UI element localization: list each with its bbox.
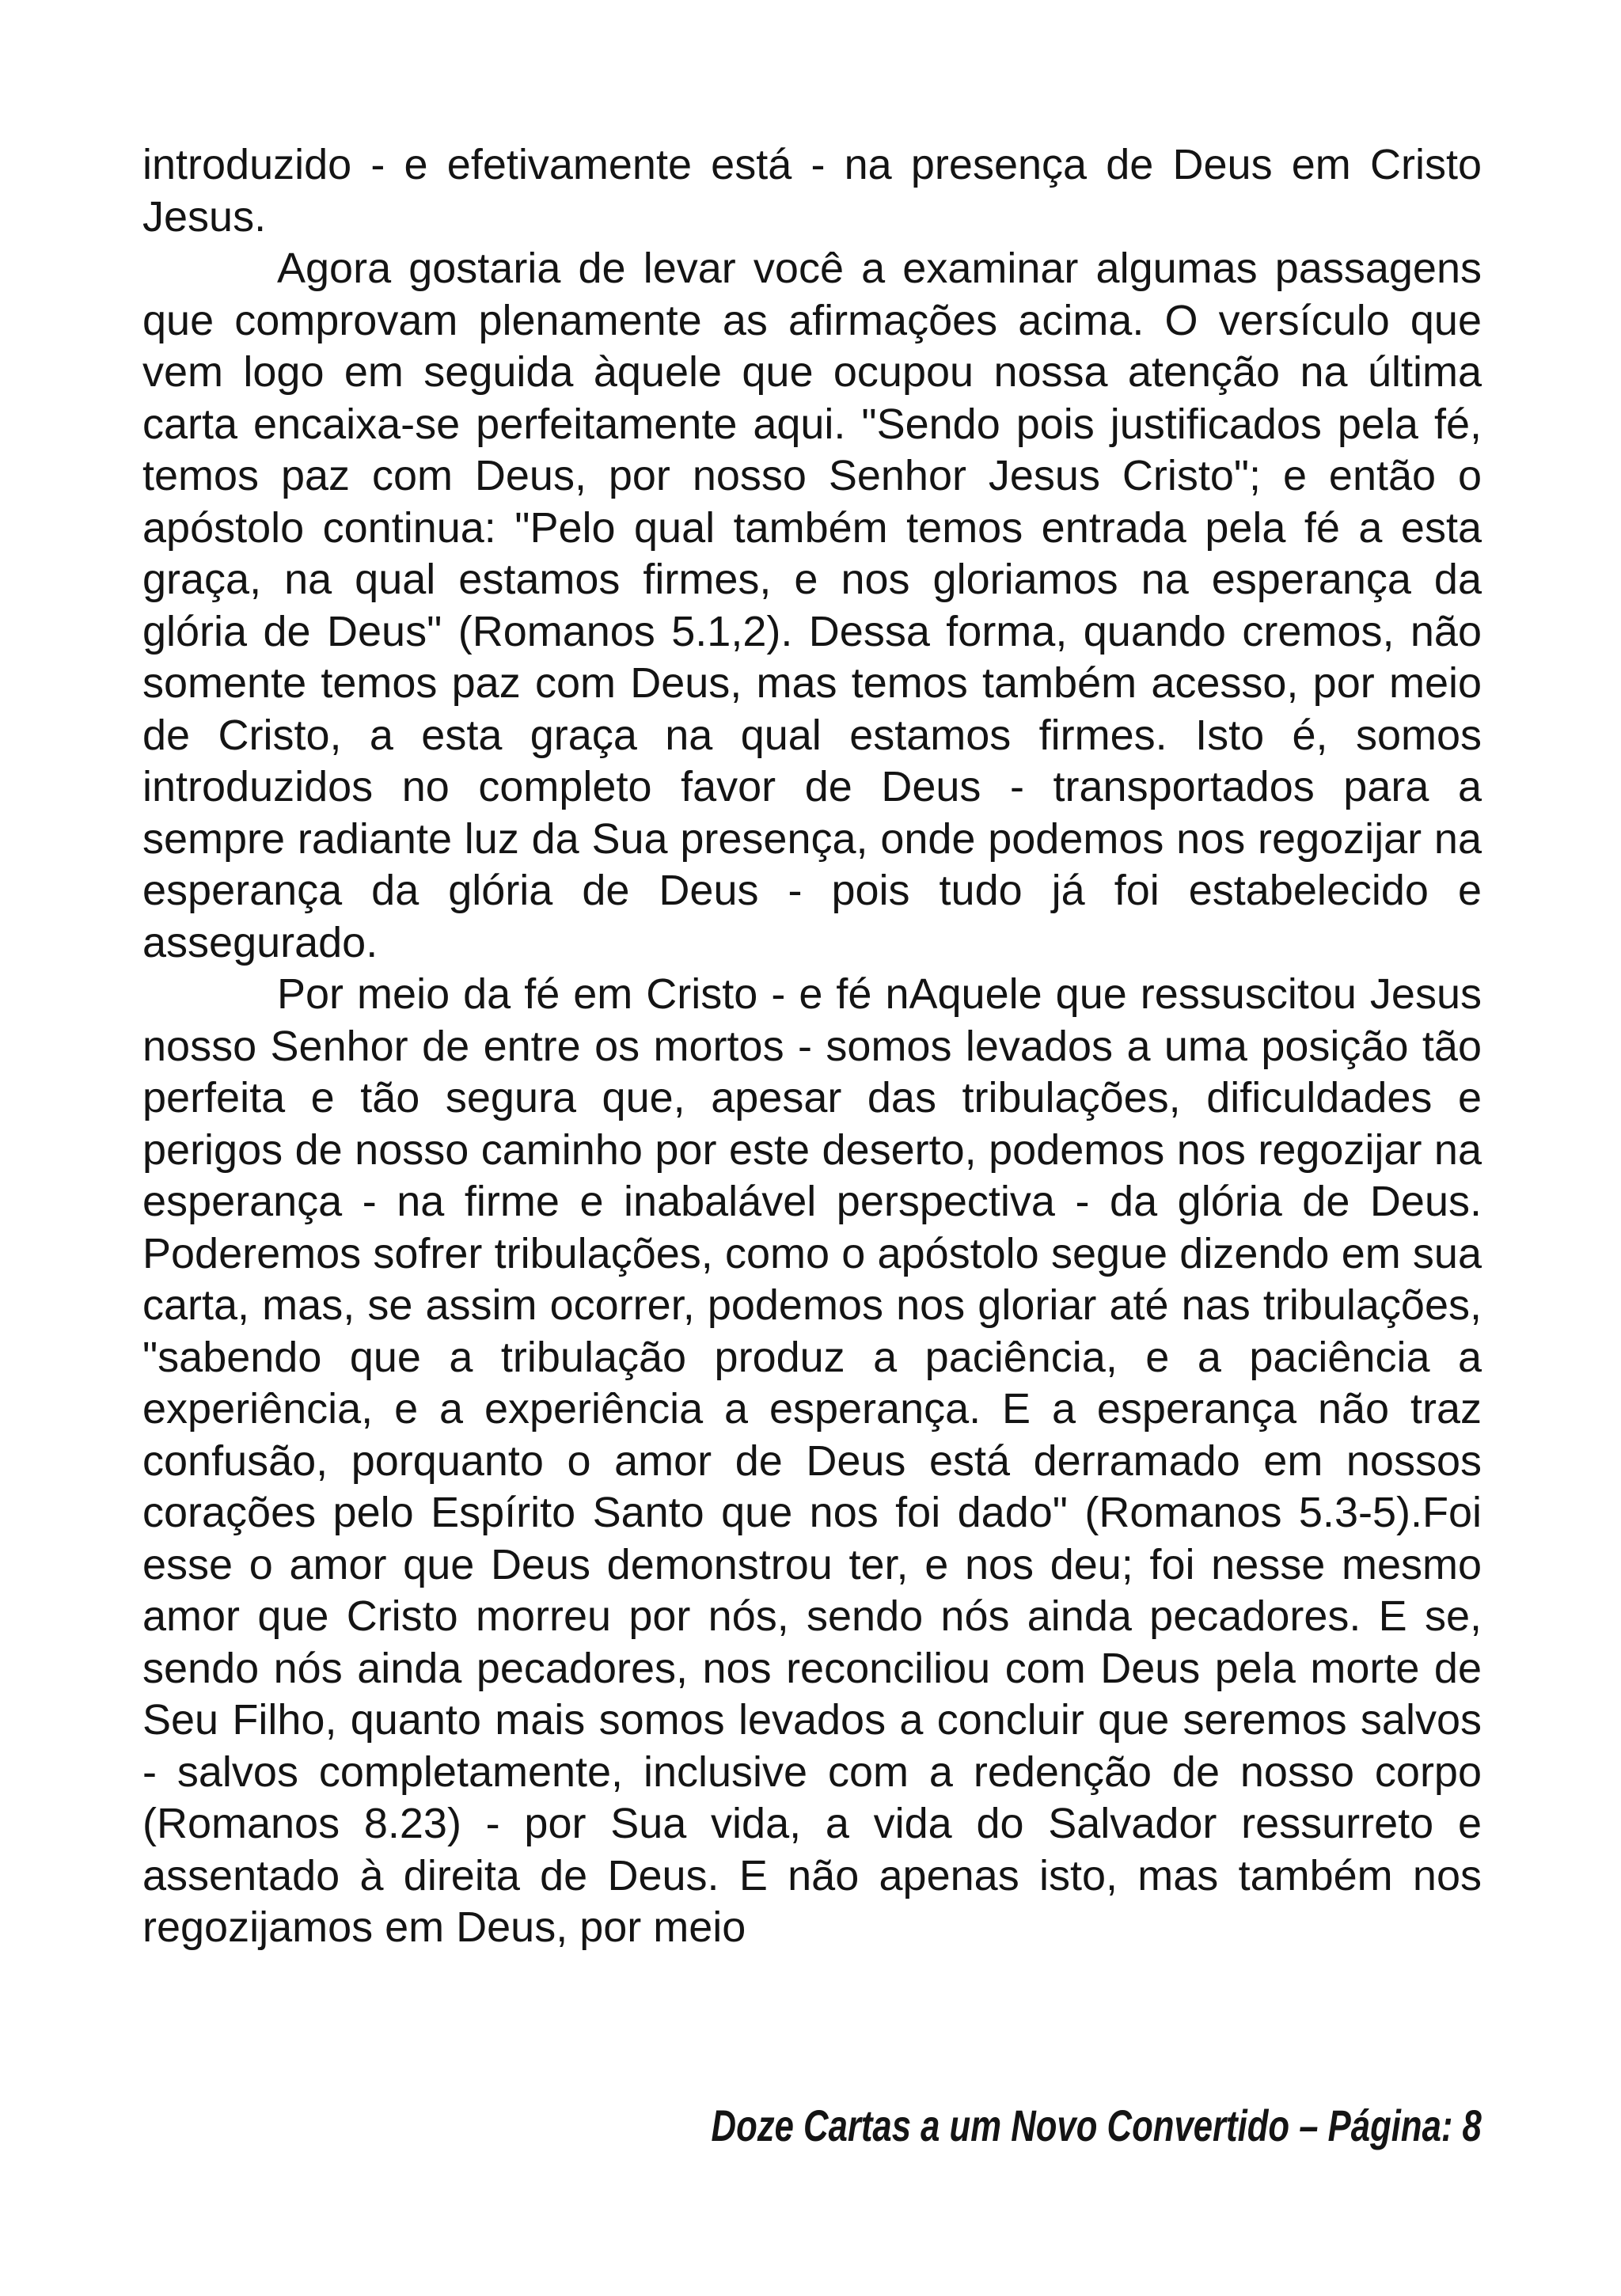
paragraph-continuation: introduzido - e efetivamente está - na presença de Deus em Cristo Jesus. xyxy=(142,141,1482,241)
paragraph: Por meio da fé em Cristo - e fé nAquele que ressuscitou Jesus nosso Senhor de entre os mortos - somos levados a uma posição tão perfeita e tão segura que, apesar das tribulações, dificuldades e perigos de nosso caminho por este deserto, podemos nos regozijar na esperança - na firme e inabalável perspectiva - da glória de Deus. Poderemos sofrer tribulações, como o apóstolo segue dizendo em sua carta, mas, se assim ocorrer, podemos nos gloriar até nas tribulações, "sabendo que a tribulação produz a paciência, e a paciência a experiência, e a experiência a esperança. E a esperança não traz confusão, porquanto o amor de Deus está derramado em nossos corações pelo Espírito Santo que nos foi dado" (Romanos 5.3-5).Foi esse o amor que Deus demonstrou ter, e nos deu; foi nesse mesmo amor que Cristo morreu por nós, sendo nós ainda pecadores. E se, sendo nós ainda pecadores, nos reconciliou com Deus pela morte de Seu Filho, quanto mais somos levados a concluir que seremos salvos - salvos completamente, inclusive com a redenção de nosso corpo (Romanos 8.23) - por Sua vida, a vida do Salvador ressurreto e assentado à direita de Deus. E não apenas isto, mas também nos regozijamos em Deus, por meio xyxy=(142,970,1482,1951)
page-footer: Doze Cartas a um Novo Convertido – Página: 8 xyxy=(711,2101,1482,2150)
paragraph: Agora gostaria de levar você a examinar algumas passagens que comprovam plenamente as afirmações acima. O versículo que vem logo em seguida àquele que ocupou nossa atenção na última carta encaixa-se perfeitamente aqui. "Sendo pois justificados pela fé, temos paz com Deus, por nosso Senhor Jesus Cristo"; e então o apóstolo continua: "Pelo qual também temos entrada pela fé a esta graça, na qual estamos firmes, e nos gloriamos na esperança da glória de Deus" (Romanos 5.1,2). Dessa forma, quando cremos, não somente temos paz com Deus, mas temos também acesso, por meio de Cristo, a esta graça na qual estamos firmes. Isto é, somos introduzidos no completo favor de Deus - transportados para a sempre radiante luz da Sua presença, onde podemos nos regozijar na esperança da glória de Deus - pois tudo já foi estabelecido e assegurado. xyxy=(142,245,1482,966)
body-text xyxy=(142,139,1482,1954)
